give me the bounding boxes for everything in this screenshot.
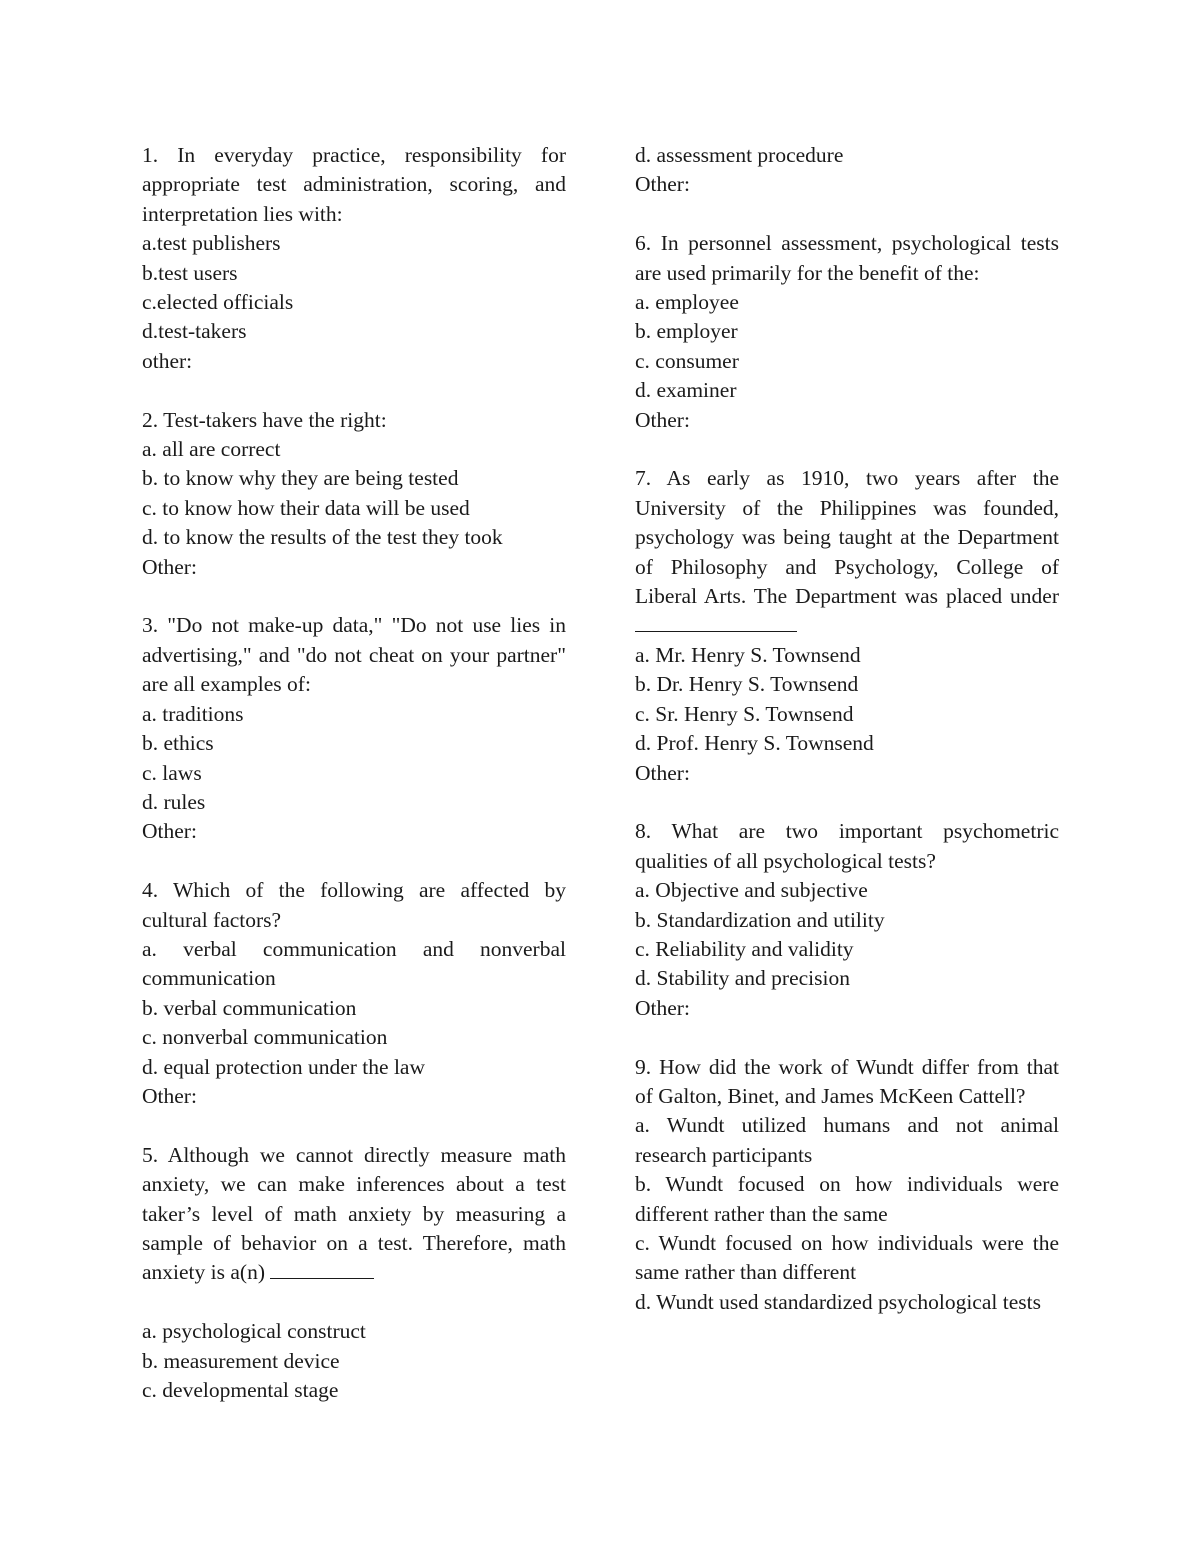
question-6-option-d: d. examiner	[635, 378, 737, 403]
answer-blank	[635, 611, 797, 632]
left-column	[142, 141, 566, 1435]
right-column	[635, 141, 1059, 1347]
spacer	[142, 1288, 566, 1317]
question-9-option-b: b. Wundt focused on how individuals were different rather than the same	[635, 1172, 1059, 1226]
question-7-option-a: a. Mr. Henry S. Townsend	[635, 642, 861, 667]
question-5-text-body: 5. Although we cannot directly measure math anxiety, we can make inferences about a test taker’s level of math anxiety by measuring a sample of behavior on a test. Therefore, math anxiety is a(n)	[142, 1142, 566, 1285]
question-1-other: other:	[142, 348, 193, 373]
question-5-option-a: a. psychological construct	[142, 1319, 366, 1344]
question-9-option-c: c. Wundt focused on how individuals were the same rather than different	[635, 1230, 1059, 1285]
question-1-option-d: d.test-takers	[142, 319, 247, 344]
question-1	[142, 141, 566, 376]
question-2-option-a: a. all are correct	[142, 437, 281, 462]
question-3-option-b: b. ethics	[142, 731, 214, 756]
question-5-other: Other:	[635, 172, 690, 197]
question-2	[142, 406, 566, 582]
question-5-text	[142, 1141, 566, 1288]
question-4-text: 4. Which of the following are affected by cultural factors?	[142, 878, 566, 932]
question-8-option-b: b. Standardization and utility	[635, 907, 885, 932]
question-9-text: 9. How did the work of Wundt differ from that of Galton, Binet, and James McKeen Cattell?	[635, 1054, 1059, 1108]
question-3-option-c: c. laws	[142, 760, 202, 785]
question-5-option-d: d. assessment procedure	[635, 143, 844, 167]
question-1-option-c: c.elected officials	[142, 290, 294, 315]
question-7	[635, 464, 1059, 787]
question-6-option-a: a. employee	[635, 290, 739, 315]
question-6-option-b: b. employer	[635, 319, 738, 344]
question-4-other: Other:	[142, 1083, 197, 1108]
question-3-other: Other:	[142, 819, 197, 844]
question-4-option-b: b. verbal communication	[142, 995, 357, 1020]
question-9-option-a: a. Wundt utilized humans and not animal research participants	[635, 1113, 1059, 1167]
question-8-text: 8. What are two important psychometric qualities of all psychological tests?	[635, 819, 1059, 873]
question-5	[142, 1141, 566, 1406]
question-5-option-b: b. measurement device	[142, 1348, 340, 1373]
question-7-text-body: 7. As early as 1910, two years after the University of the Philippines was founded, psychology was being taught at the Department of Philosophy and Psychology, College of Liberal Arts. The Department was placed under	[635, 466, 1059, 609]
question-9	[635, 1053, 1059, 1318]
question-3-text: 3. "Do not make-up data," "Do not use lies in advertising," and "do not cheat on your partner" are all examples of:	[142, 613, 566, 697]
question-4-option-c: c. nonverbal communication	[142, 1025, 388, 1050]
question-4	[142, 876, 566, 1111]
question-1-text: 1. In everyday practice, responsibility for appropriate test administration, scoring, and interpretation lies with:	[142, 143, 566, 226]
question-4-option-d: d. equal protection under the law	[142, 1054, 425, 1079]
question-6-option-c: c. consumer	[635, 348, 739, 373]
question-2-option-d: d. to know the results of the test they took	[142, 525, 503, 550]
question-3-option-a: a. traditions	[142, 701, 244, 726]
question-7-text	[635, 464, 1059, 640]
question-8	[635, 817, 1059, 1023]
answer-blank	[270, 1258, 374, 1279]
question-6	[635, 229, 1059, 435]
question-8-option-a: a. Objective and subjective	[635, 878, 868, 903]
question-7-option-b: b. Dr. Henry S. Townsend	[635, 672, 859, 697]
question-7-option-d: d. Prof. Henry S. Townsend	[635, 731, 874, 756]
question-1-option-b: b.test users	[142, 260, 238, 285]
question-5-continued	[635, 141, 1059, 200]
question-5-option-c: c. developmental stage	[142, 1377, 339, 1402]
question-6-text: 6. In personnel assessment, psychological tests are used primarily for the benefit of the:	[635, 231, 1059, 285]
question-6-other: Other:	[635, 407, 690, 432]
question-8-option-d: d. Stability and precision	[635, 966, 850, 991]
question-9-option-d: d. Wundt used standardized psychological tests	[635, 1289, 1041, 1314]
question-2-text: 2. Test-takers have the right:	[142, 407, 387, 432]
question-2-option-c: c. to know how their data will be used	[142, 495, 470, 520]
question-8-option-c: c. Reliability and validity	[635, 936, 854, 961]
question-8-other: Other:	[635, 995, 690, 1020]
question-7-other: Other:	[635, 760, 690, 785]
question-7-option-c: c. Sr. Henry S. Townsend	[635, 701, 854, 726]
question-2-option-b: b. to know why they are being tested	[142, 466, 459, 491]
question-1-option-a: a.test publishers	[142, 231, 281, 256]
question-3-option-d: d. rules	[142, 789, 206, 814]
question-2-other: Other:	[142, 554, 197, 579]
question-4-option-a: a. verbal communication and nonverbal communication	[142, 936, 566, 991]
question-3	[142, 611, 566, 846]
